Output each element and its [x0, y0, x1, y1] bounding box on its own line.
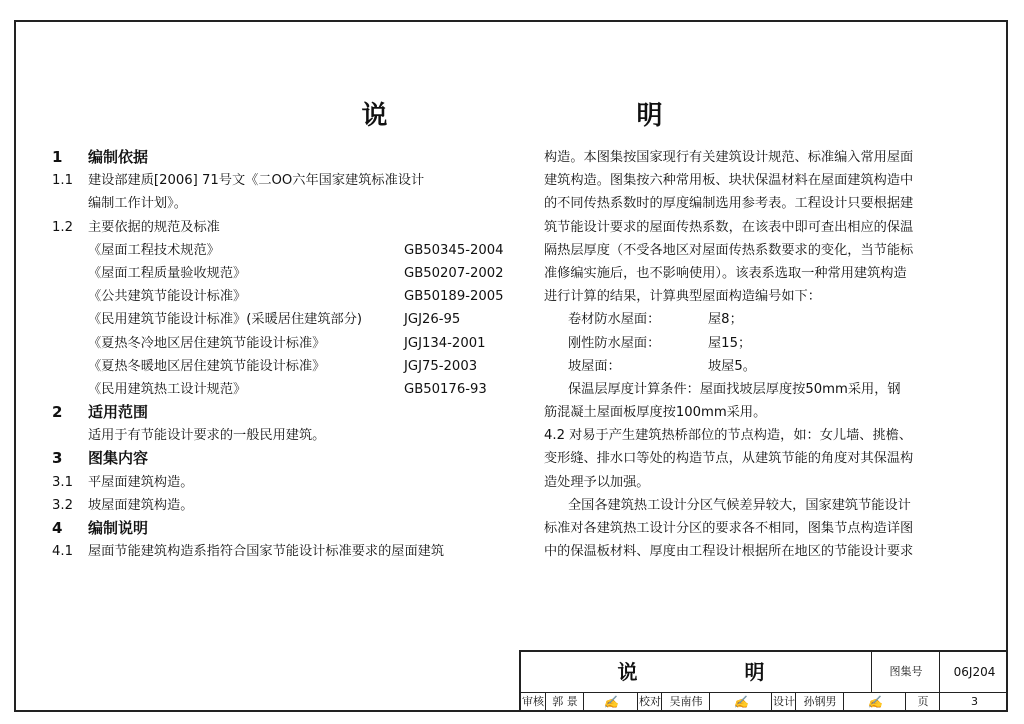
page-title: 说 明 [361, 101, 783, 131]
paragraph-line: 变形缝、排水口等处的构造节点，从建筑节能的角度对其保温构 [544, 451, 914, 467]
page-label: 页 [905, 692, 940, 712]
item-1-2 [52, 216, 512, 239]
reference-row [52, 378, 512, 401]
section-title: 适用范围 [88, 403, 149, 422]
title-block-header [521, 652, 1008, 693]
reference-code: JGJ26-95 [404, 312, 461, 328]
roof-spec-row [544, 332, 964, 355]
paragraph-line: 构造。本图集按国家现行有关建筑设计规范、标准编入常用屋面 [544, 150, 914, 165]
spec-label: 刚性防水屋面： [568, 335, 661, 351]
reference-code: JGJ75-2003 [404, 358, 478, 374]
reference-row [52, 332, 512, 355]
reference-code: JGJ134-2001 [404, 335, 486, 351]
item-text: 主要依据的规范及标准 [88, 219, 220, 235]
section-2-heading [52, 401, 512, 424]
title-block [519, 650, 1008, 712]
reference-row [52, 355, 512, 378]
reference-code: GB50207-2002 [404, 265, 504, 281]
page-number: 3 [939, 692, 1009, 712]
paragraph-line: 建筑构造。图集按六种常用板、块状保温材料在屋面建筑构造中 [544, 173, 914, 189]
paragraph-line: 造处理予以加强。 [544, 474, 650, 490]
atlas-number: 06J204 [939, 652, 1009, 692]
paragraph-line: 筋混凝土屋面板厚度按100mm采用。 [544, 405, 767, 421]
item-1-1 [52, 169, 512, 192]
paragraph-line: 中的保温板材料、厚度由工程设计根据所在地区的节能设计要求 [544, 544, 914, 560]
reference-name: 《民用建筑热工设计规范》 [88, 381, 247, 397]
section-4-heading [52, 517, 512, 540]
item-text: 坡屋面建筑构造。 [88, 497, 194, 513]
paragraph-line: 筑节能设计要求的屋面传热系数，在该表中即可查出相应的保温 [544, 219, 914, 235]
spec-value: 坡屋5。 [708, 358, 756, 374]
item-text: 平屋面建筑构造。 [88, 474, 194, 490]
paragraph-line: 标准对各建筑热工设计分区的要求各不相同，图集节点构造详图 [544, 521, 914, 536]
reference-row [52, 308, 512, 331]
reference-name: 《公共建筑节能设计标准》 [88, 289, 247, 305]
section-number: 1 [52, 148, 63, 166]
paragraph-line: 全国各建筑热工设计分区气候差异较大，国家建筑节能设计 [568, 497, 911, 513]
designer-name: 孙钢男 [795, 692, 844, 712]
design-label: 设计 [771, 692, 796, 712]
paragraph-line: 隔热层厚度（不受各地区对屋面传热系数要求的变化，当节能标 [544, 242, 914, 258]
spec-value: 屋8； [708, 312, 743, 328]
reference-code: GB50345-2004 [404, 242, 504, 258]
section-number: 3 [52, 449, 63, 468]
item-text: 屋面节能建筑构造系指符合国家节能设计标准要求的屋面建筑 [88, 544, 445, 560]
check-label: 校对 [637, 692, 662, 712]
paragraph-line: 准修编实施后，也不影响使用）。该表系选取一种常用建筑构造 [544, 265, 907, 281]
reviewer-name: 郭 景 [545, 692, 584, 712]
section-number: 2 [52, 403, 63, 422]
item-number: 1.2 [52, 219, 73, 235]
item-number: 4.1 [52, 544, 73, 560]
atlas-number-label: 图集号 [871, 652, 940, 692]
signature-row [521, 692, 1008, 712]
reference-name: 《夏热冬暖地区居住建筑节能设计标准》 [88, 358, 326, 374]
section-1-heading [52, 146, 512, 169]
right-column [544, 146, 964, 563]
spec-label: 坡屋面： [568, 358, 621, 374]
item-number: 3.2 [52, 497, 73, 513]
reference-name: 《屋面工程技术规范》 [88, 242, 220, 258]
item-3-1 [52, 471, 512, 494]
spec-label: 卷材防水屋面： [568, 312, 661, 328]
reference-name: 《民用建筑节能设计标准》(采暖居住建筑部分) [88, 312, 363, 328]
paragraph-line: 的不同传热系数时的厚度编制选用参考表。工程设计只要根据建 [544, 196, 914, 212]
title-block-title: 说 明 [617, 660, 815, 684]
item-1-1-cont: 编制工作计划》。 [88, 196, 187, 212]
section-3-heading [52, 447, 512, 470]
reviewer-signature: ✍ [583, 692, 638, 712]
roof-spec-row [544, 308, 964, 331]
paragraph-line: 保温层厚度计算条件：屋面找坡层厚度按50mm采用，钢 [568, 381, 901, 397]
reference-row [52, 262, 512, 285]
section-title: 图集内容 [88, 449, 149, 468]
reference-row [52, 239, 512, 262]
reference-row [52, 285, 512, 308]
roof-spec-row [544, 355, 964, 378]
item-3-2 [52, 494, 512, 517]
section-title: 编制依据 [88, 148, 149, 166]
section-title: 编制说明 [88, 519, 149, 537]
reference-name: 《夏热冬冷地区居住建筑节能设计标准》 [88, 335, 326, 351]
reference-name: 《屋面工程质量验收规范》 [88, 265, 247, 281]
paragraph-line: 进行计算的结果，计算典型屋面构造编号如下： [544, 289, 821, 305]
section-2-text: 适用于有节能设计要求的一般民用建筑。 [88, 428, 326, 444]
checker-signature: ✍ [709, 692, 772, 712]
item-4-1 [52, 540, 512, 563]
reference-code: GB50176-93 [404, 381, 487, 397]
left-column [52, 146, 512, 563]
item-text: 建设部建质[2006] 71号文《二OO六年国家建筑标准设计 [88, 173, 425, 189]
designer-signature: ✍ [843, 692, 906, 712]
review-label: 审核 [522, 695, 544, 708]
item-number: 1.1 [52, 173, 73, 189]
item-number: 3.1 [52, 474, 73, 490]
section-number: 4 [52, 519, 63, 537]
spec-value: 屋15； [708, 335, 752, 351]
checker-name: 吴南伟 [661, 692, 710, 712]
paragraph-line: 4.2 对易于产生建筑热桥部位的节点构造，如：女儿墙、挑檐、 [544, 428, 913, 444]
reference-code: GB50189-2005 [404, 289, 504, 305]
